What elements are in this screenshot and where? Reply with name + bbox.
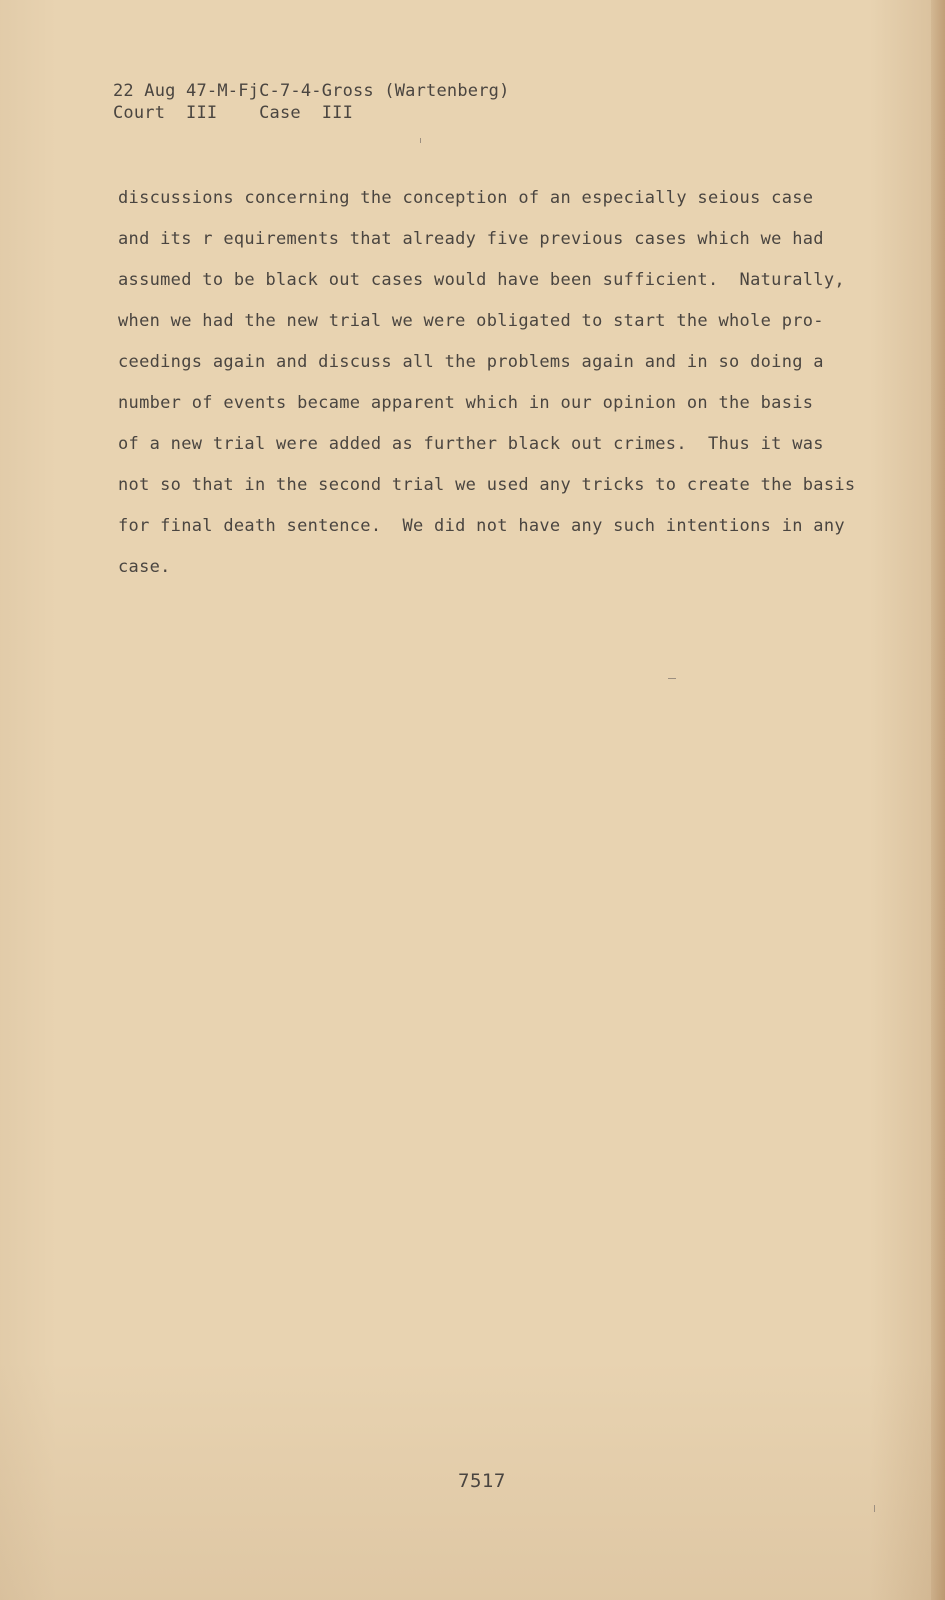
body-line: number of events became apparent which in our opinion on the basis — [118, 393, 814, 413]
body-line: not so that in the second trial we used any tricks to create the basis — [118, 475, 856, 495]
body-line: discussions concerning the conception of an especially seious case — [118, 188, 814, 208]
body-line: ceedings again and discuss all the problems again and in so doing a — [118, 352, 824, 372]
body-line: when we had the new trial we were obligated to start the whole pro- — [118, 311, 824, 331]
page-number: 7517 — [458, 1470, 506, 1492]
page-edge-shadow — [931, 0, 945, 1600]
paper-speck — [874, 1505, 875, 1512]
document-header — [113, 80, 510, 124]
body-line: assumed to be black out cases would have been sufficient. Naturally, — [118, 270, 845, 290]
body-line: of a new trial were added as further black out crimes. Thus it was — [118, 434, 824, 454]
body-line: for final death sentence. We did not have any such intentions in any — [118, 516, 845, 536]
body-line: case. — [118, 557, 171, 577]
body-line: and its r equirements that already five previous cases which we had — [118, 229, 824, 249]
header-reference-line: 22 Aug 47-M-FjC-7-4-Gross (Wartenberg) — [113, 81, 510, 101]
transcript-body — [118, 178, 856, 588]
header-court-case-line: Court III Case III — [113, 103, 354, 123]
paper-speck — [668, 678, 676, 679]
paper-speck — [420, 138, 421, 143]
